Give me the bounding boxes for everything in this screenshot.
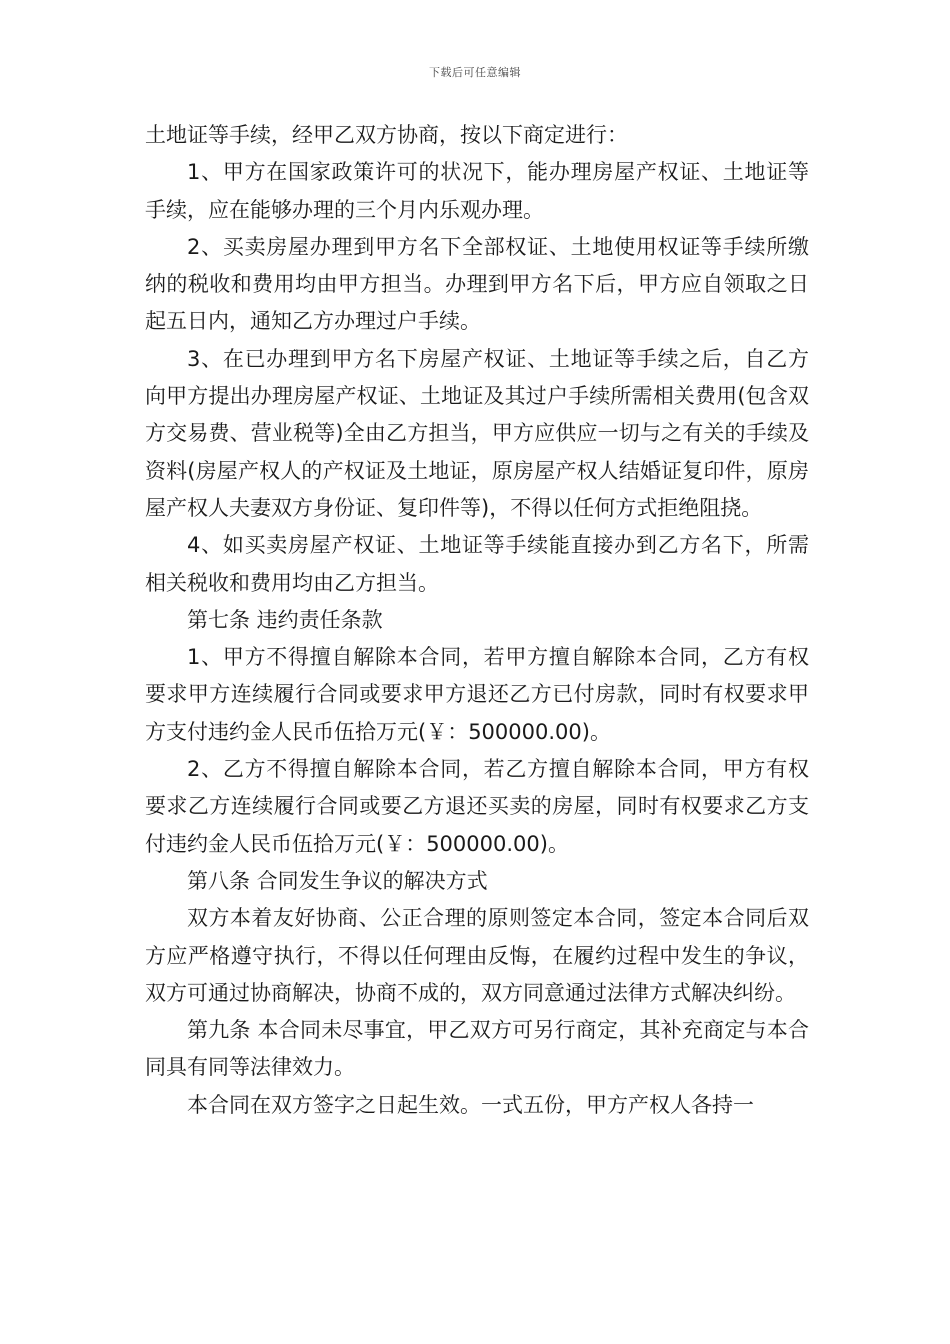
paragraph-article-7-item-2: 2、乙方不得擅自解除本合同，若乙方擅自解除本合同，甲方有权要求乙方连续履行合同或要乙方退还买卖的房屋，同时有权要求乙方支付违约金人民币伍拾万元(￥：500000.00)。 <box>145 757 809 856</box>
paragraph-continuation: 土地证等手续，经甲乙双方协商，按以下商定进行： <box>145 123 628 147</box>
document-body <box>145 117 809 1124</box>
paragraph-article-8-body: 双方本着友好协商、公正合理的原则签定本合同，签定本合同后双方应严格遵守执行，不得以任何理由反悔，在履约过程中发生的争议，双方可通过协商解决，协商不成的，双方同意通过法律方式解决纠纷。 <box>145 906 809 1005</box>
paragraph-clause-2: 2、买卖房屋办理到甲方名下全部权证、土地使用权证等手续所缴纳的税收和费用均由甲方担当。办理到甲方名下后，甲方应自领取之日起五日内，通知乙方办理过户手续。 <box>145 234 809 334</box>
paragraph-clause-4: 4、如买卖房屋产权证、土地证等手续能直接办到乙方名下，所需相关税收和费用均由乙方担当。 <box>145 533 809 595</box>
article-7-heading: 第七条 违约责任条款 <box>187 607 383 632</box>
paragraph-clause-1: 1、甲方在国家政策许可的状况下，能办理房屋产权证、土地证等手续，应在能够办理的三个月内乐观办理。 <box>145 160 809 222</box>
paragraph-clause-3: 3、在已办理到甲方名下房屋产权证、土地证等手续之后，自乙方向甲方提出办理房屋产权证、土地证及其过户手续所需相关费用(包含双方交易费、营业税等)全由乙方担当，甲方应供应一切与之有关的手续及资料(房屋产权人的产权证及土地证，原房屋产权人结婚证复印件，原房屋产权人夫妻双方身份证、复印件等)，不得以任何方式拒绝阻挠。 <box>145 346 809 520</box>
paragraph-article-7-item-1: 1、甲方不得擅自解除本合同，若甲方擅自解除本合同，乙方有权要求甲方连续履行合同或要求甲方退还乙方已付房款，同时有权要求甲方支付违约金人民币伍拾万元(￥：500000.00)。 <box>145 645 809 744</box>
article-8-heading: 第八条 合同发生争议的解决方式 <box>187 868 488 893</box>
page-header: 下载后可任意编辑 <box>429 66 521 79</box>
paragraph-effective-clause: 本合同在双方签字之日起生效。一式五份，甲方产权人各持一 <box>187 1092 754 1117</box>
article-9-paragraph: 第九条 本合同未尽事宜，甲乙双方可另行商定，其补充商定与本合同具有同等法律效力。 <box>145 1018 809 1080</box>
